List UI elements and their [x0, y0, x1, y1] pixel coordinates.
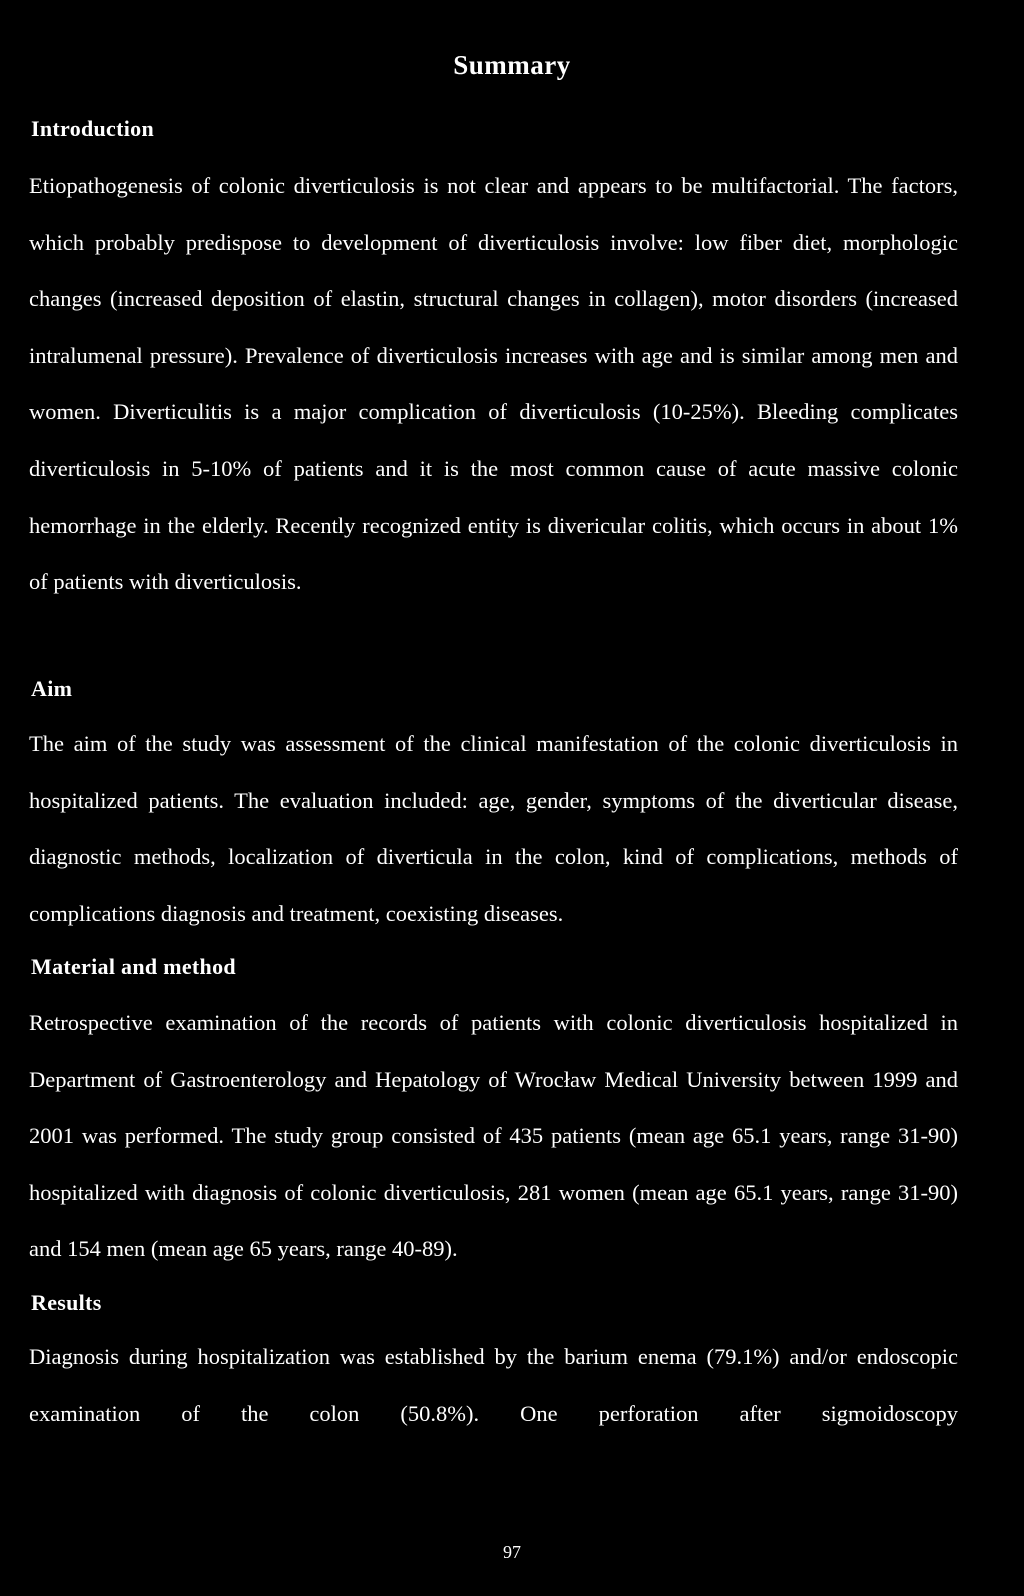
- section-heading-results: Results: [31, 1290, 102, 1315]
- section-text-results: Diagnosis during hospitalization was established by the barium enema (79.1%) and/or endoscopic examination of the colon (50.8%). One perforation after sigmoidoscopy: [29, 1344, 958, 1426]
- section-heading-material-and-method: Material and method: [31, 954, 236, 979]
- page-title: Summary: [453, 50, 571, 80]
- section-heading-introduction: Introduction: [31, 116, 154, 141]
- section-text-aim: The aim of the study was assessment of the clinical manifestation of the colonic diverticulosis in hospitalized patients. The evaluation included: age, gender, symptoms of the diverticular disease, diagnostic methods, localization of diverticula in the colon, kind of complications, methods of complications diagnosis and treatment, coexisting diseases.: [29, 731, 958, 926]
- section-text-introduction: Etiopathogenesis of colonic diverticulosis is not clear and appears to be multifactorial. The factors, which probably predispose to development of diverticulosis involve: low fiber diet, morphologic changes (increased deposition of elastin, structural changes in collagen), motor disorders (increased intralumenal pressure). Prevalence of diverticulosis increases with age and is similar among men and women. Diverticulitis is a major complication of diverticulosis (10-25%). Bleeding complicates diverticulosis in 5-10% of patients and it is the most common cause of acute massive colonic hemorrhage in the elderly. Recently recognized entity is divericular colitis, which occurs in about 1% of patients with diverticulosis.: [29, 173, 958, 595]
- section-text-material-and-method: Retrospective examination of the records of patients with colonic diverticulosis hospitalized in Department of Gastroenterology and Hepatology of Wrocław Medical University between 1999 and 2001 was performed. The study group consisted of 435 patients (mean age 65.1 years, range 31-90) hospitalized with diagnosis of colonic diverticulosis, 281 women (mean age 65.1 years, range 31-90) and 154 men (mean age 65 years, range 40-89).: [29, 1010, 958, 1262]
- page-number: 97: [503, 1542, 521, 1562]
- section-heading-aim: Aim: [31, 676, 73, 701]
